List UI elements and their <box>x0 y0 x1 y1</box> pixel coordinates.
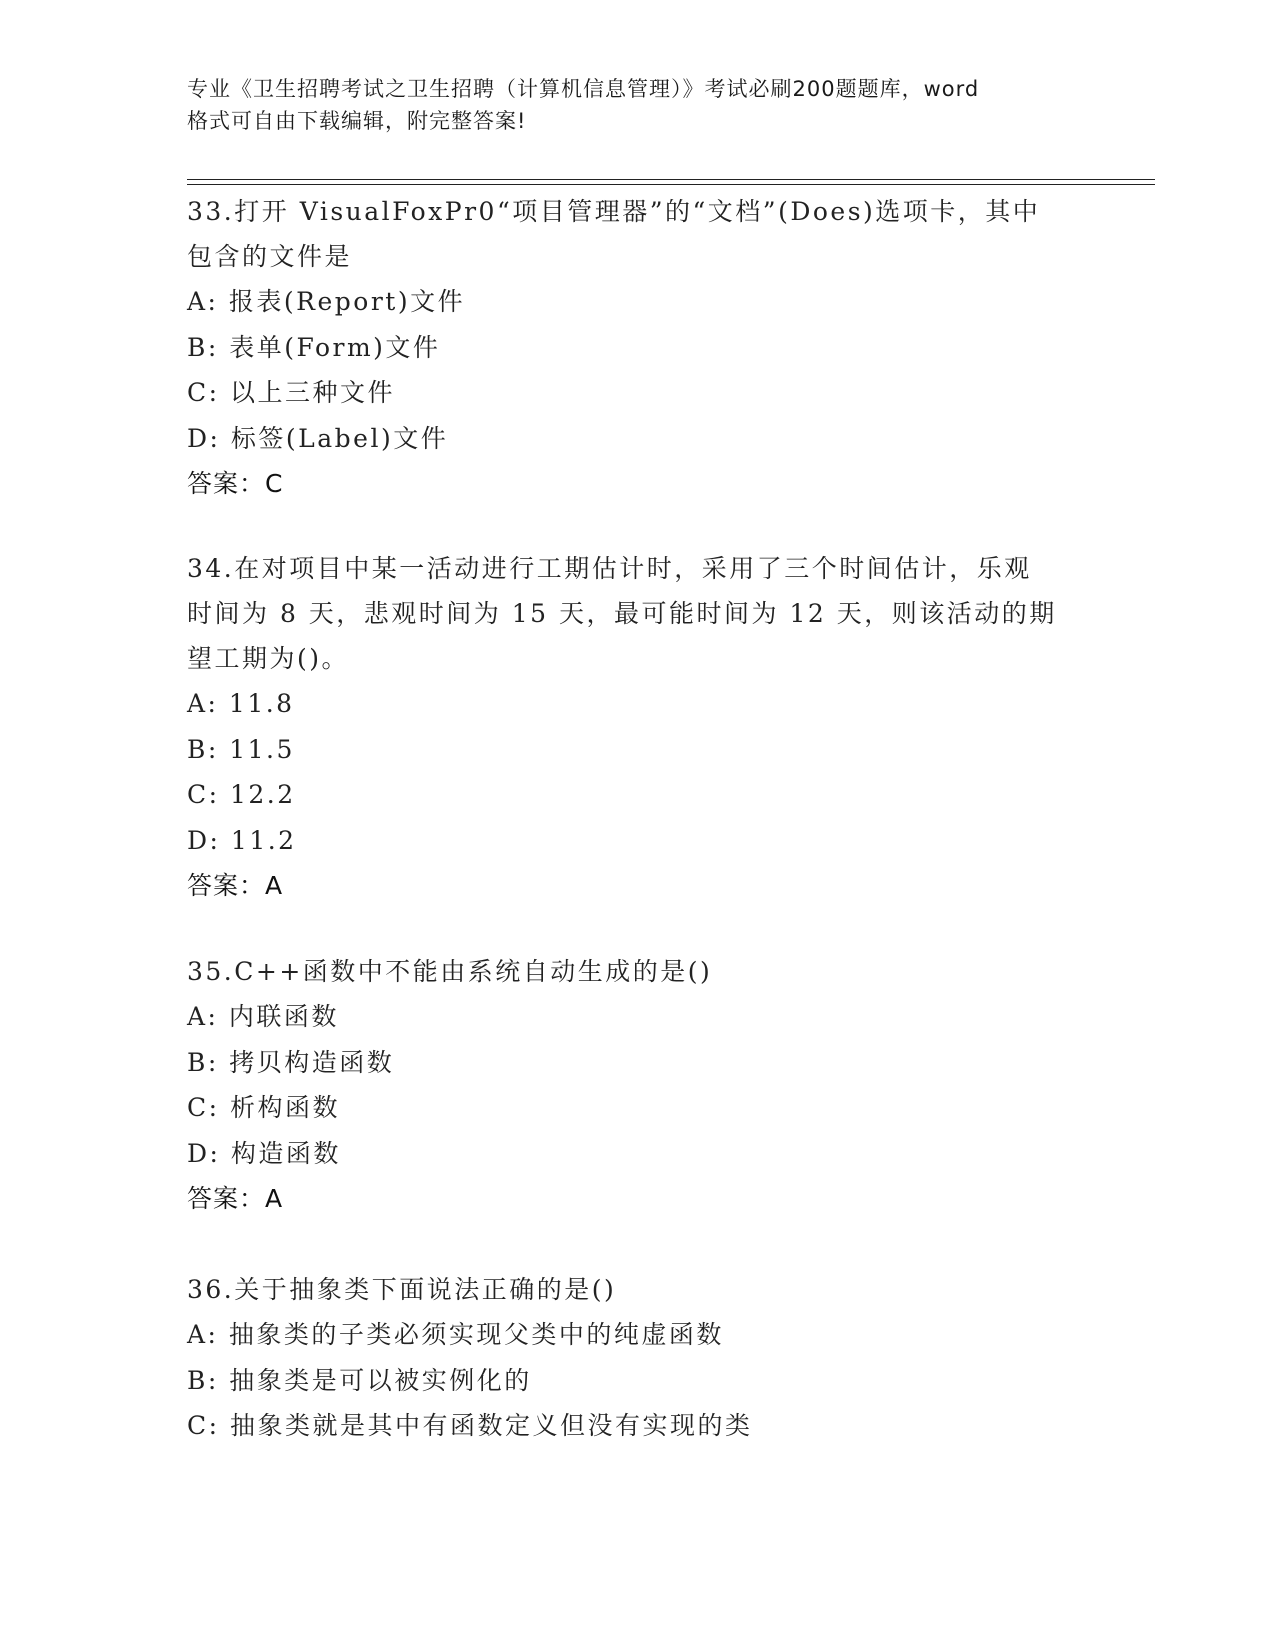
option-c: C: 12.2 <box>187 780 296 809</box>
question-stem-line: 包含的文件是 <box>187 242 353 271</box>
option-c: C: 析构函数 <box>187 1093 340 1122</box>
question-36 <box>187 1267 1087 1449</box>
option-d: D: 标签(Label)文件 <box>187 423 449 453</box>
option-b: B: 抽象类是可以被实例化的 <box>187 1365 532 1395</box>
option-d: D: 11.2 <box>187 825 297 855</box>
answer-label: 答案：C <box>187 469 284 498</box>
option-c: C: 以上三种文件 <box>187 378 395 407</box>
question-35 <box>187 949 1087 1222</box>
option-b: B: 表单(Form)文件 <box>187 332 441 362</box>
question-stem-line: 33.打开 VisualFoxPr0“项目管理器”的“文档”(Does)选项卡，其中 <box>187 197 1041 226</box>
option-b: B: 11.5 <box>187 734 295 764</box>
header-line-1: 专业《卫生招聘考试之卫生招聘（计算机信息管理）》考试必刷200题题库，word <box>187 77 980 101</box>
header-divider-bottom <box>187 184 1155 185</box>
option-a: A: 报表(Report)文件 <box>187 287 466 316</box>
question-stem-line: 时间为 8 天，悲观时间为 15 天，最可能时间为 12 天，则该活动的期 <box>187 599 1057 628</box>
option-d: D: 构造函数 <box>187 1138 341 1168</box>
answer-label: 答案：A <box>187 1184 284 1213</box>
answer-label: 答案：A <box>187 871 284 900</box>
question-33 <box>187 189 1087 507</box>
option-c: C: 抽象类就是其中有函数定义但没有实现的类 <box>187 1411 753 1440</box>
header-divider-top <box>187 179 1155 180</box>
header-line-2: 格式可自由下载编辑，附完整答案! <box>187 109 527 133</box>
question-stem-line: 望工期为()。 <box>187 644 350 673</box>
option-a: A: 抽象类的子类必须实现父类中的纯虚函数 <box>187 1320 724 1349</box>
question-stem-line: 34.在对项目中某一活动进行工期估计时，采用了三个时间估计，乐观 <box>187 554 1032 583</box>
option-a: A: 11.8 <box>187 689 295 718</box>
question-stem-line: 36.关于抽象类下面说法正确的是() <box>187 1275 617 1304</box>
question-stem-line: 35.C++函数中不能由系统自动生成的是() <box>187 957 713 986</box>
option-b: B: 拷贝构造函数 <box>187 1047 395 1077</box>
question-34 <box>187 546 1087 909</box>
option-a: A: 内联函数 <box>187 1002 339 1031</box>
document-header <box>187 73 1087 137</box>
